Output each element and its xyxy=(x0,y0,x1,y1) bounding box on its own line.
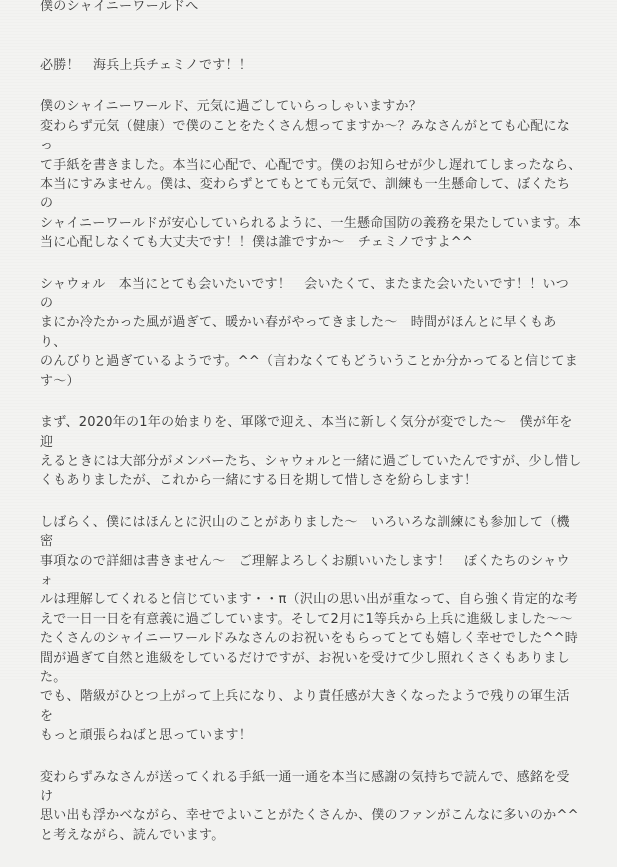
paragraph-line: た。 xyxy=(40,669,67,685)
paragraph-line: えるときには大部分がメンバーたち、シャウォルと一緒に過ごしていたんですが、少し惜し xyxy=(40,453,582,469)
paragraph-line: まず、2020年の1年の始まりを、軍隊で迎え、本当に新しく気分が変でした〜 僕が年を迎 xyxy=(40,415,573,450)
paragraph-2 xyxy=(40,275,582,391)
paragraph-line: 間が過ぎて自然と進級をしているだけですが、お祝いを受けて少し照れくさくもありまし xyxy=(40,650,571,666)
paragraph-line: のんびりと過ぎているようです。^^（言わなくてもどういうことか分かってると信じてま xyxy=(40,354,578,370)
paragraph-4 xyxy=(40,513,582,746)
paragraph-line: 思い出も浮かべながら、幸せでよいことがたくさんか、僕のファンがこんなに多いのか^^ xyxy=(40,808,579,824)
paragraph-line: 当に心配しなくても大丈夫です！！僕は誰ですか〜 チェミノですよ^^ xyxy=(40,235,474,251)
paragraph-line: まにか冷たかった風が過ぎて、暖かい春がやってきました〜 時間がほんとに早くもあり、 xyxy=(40,315,557,350)
paragraph-line: シャウォル 本当にとても会いたいです！ 会いたくて、またまた会いたいです！！いつの xyxy=(40,276,569,312)
paragraph-line: えで一日一日を有意義に過ごしています。そして2月に1等兵から上兵に進級しました〜〜 xyxy=(40,611,573,627)
greeting-line: 必勝！ 海兵上兵チェミノです！！ xyxy=(40,58,253,73)
paragraph-line: シャイニーワールドが安心していられるように、一生懸命国防の義務を果たしています。本 xyxy=(40,215,582,231)
paragraph-3 xyxy=(40,413,582,491)
paragraph-line: でも、階級がひとつ上がって上兵になり、より責任感が大きくなったようで残りの軍生活を xyxy=(40,689,570,724)
paragraph-line: たくさんのシャイニーワールドみなさんのお祝いをもらってとても嬉しく幸せでした^^時 xyxy=(40,631,578,647)
letter-salutation: 僕のシャイニーワールドへ xyxy=(40,0,199,14)
letter-greeting xyxy=(40,56,582,75)
paragraph-line: と考えながら、読んでいます。 xyxy=(40,827,225,843)
paragraph-line: す〜） xyxy=(40,373,80,389)
paragraph-line: 変わらず元気（健康）で僕のことをたくさん想ってますか〜？みなさんがとても心配になっ xyxy=(40,118,571,154)
paragraph-line: て手紙を書きました。本当に心配で、心配です。僕のお知らせが少し遅れてしまったなら、 xyxy=(40,157,582,173)
paragraph-line: 本当にすみません。僕は、変わらずとてもとても元気で、訓練も一生懸命して、ぼくたちの xyxy=(40,177,571,212)
paragraph-line: 変わらずみなさんが送ってくれる手紙一通一通を本当に感謝の気持ちで読んで、感銘を受け xyxy=(40,769,570,804)
letter-body xyxy=(40,56,582,867)
paragraph-line: もっと頑張らねばと思っています！ xyxy=(40,728,253,744)
paragraph-5 xyxy=(40,768,582,846)
paragraph-line: 事項なので詳細は書きません〜 ご理解よろしくお願いいたします！ ぼくたちのシャウォ xyxy=(40,553,570,588)
paragraph-line: くもありましたが、これから一緒にする日を期して惜しさを紛らします！ xyxy=(40,473,478,489)
paragraph-line: しばらく、僕にはほんとに沢山のことがありました〜 いろいろな訓練にも参加して（機密 xyxy=(40,514,570,550)
paragraph-1 xyxy=(40,97,582,252)
paragraph-line: 僕のシャイニーワールド、元気に過ごしていらっしゃいますか？ xyxy=(40,99,423,115)
paragraph-line: ルは理解してくれると信じています・・π（沢山の思い出が重なって、自ら強く肯定的な考 xyxy=(40,592,578,608)
